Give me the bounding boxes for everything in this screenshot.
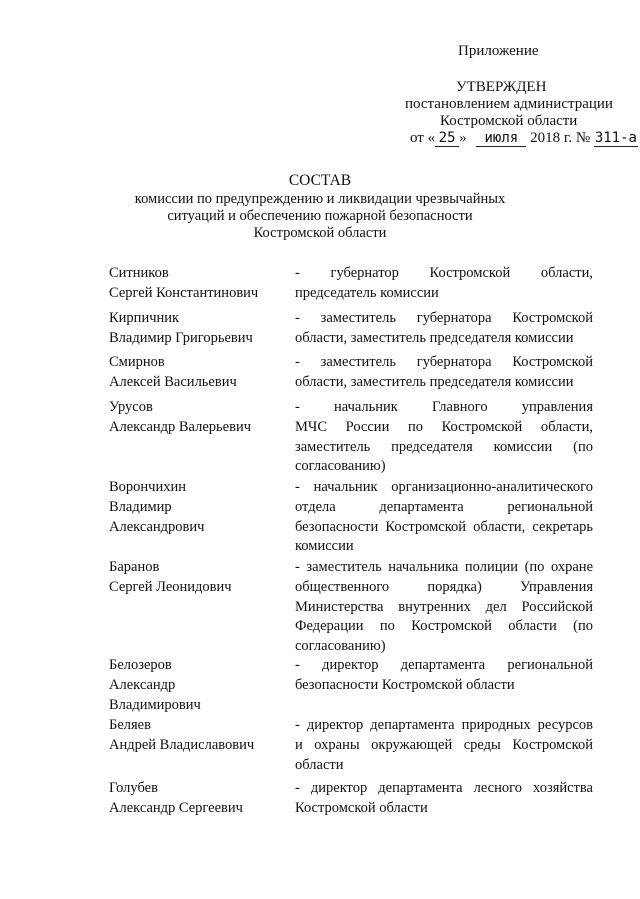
member-role: - губернатор Костромской области, председатель комиссии [295,265,593,301]
approval-date-line [410,130,638,147]
member-name: Баранов Сергей Леонидович [109,559,232,595]
member-name: Голубев Александр Сергеевич [109,780,243,816]
member-role: - заместитель губернатора Костромской области, заместитель председателя комиссии [295,310,593,346]
member-name: Ситников Сергей Константинович [109,265,259,301]
date-prefix: от « [410,130,436,146]
member-name: Кирпичник Владимир Григорьевич [109,310,253,346]
member-role: - заместитель начальника полиции (по охране общественного порядка) Управления Министерства внутренних дел Российской Федерации по Костромской области (по согласованию) [295,559,593,655]
member-role: - директор департамента природных ресурсов и охраны окружающей среды Костромской области [295,717,593,773]
member-role: - начальник Главного управления МЧС России по Костромской области, заместитель председателя комиссии (по согласованию) [295,399,593,475]
member-name: Ворончихин Владимир Александрович [109,479,205,535]
date-year: 2018 г. № [530,130,591,146]
subtitle-line-2: ситуаций и обеспечению пожарной безопасности [167,208,473,224]
member-role: - заместитель губернатора Костромской области, заместитель председателя комиссии [295,354,593,390]
member-name: Урусов Александр Валерьевич [109,399,251,435]
member-name: Белозеров Александр Владимирович [109,657,201,713]
member-role: - директор департамента региональной безопасности Костромской области [295,657,593,693]
approved-label: УТВЕРЖДЕН [456,79,547,95]
date-mid: » [459,130,467,146]
approval-line-1: постановлением администрации [405,96,613,112]
member-role: - директор департамента лесного хозяйства Костромской области [295,780,593,816]
subtitle-line-3: Костромской области [253,225,387,241]
date-day: 25 [435,131,459,147]
member-role: - начальник организационно-аналитического отдела департамента региональной безопасности Костромской области, секретарь комиссии [295,479,593,555]
member-name: Беляев Андрей Владиславович [109,717,255,753]
approval-line-2: Костромской области [440,113,578,129]
document-title: СОСТАВ [288,172,352,189]
appendix-label: Приложение [458,43,539,59]
date-month: июля [476,131,526,147]
document-number: 311-а [594,130,637,146]
subtitle-line-1: комиссии по предупреждению и ликвидации чрезвычайных [134,191,506,207]
member-name: Смирнов Алексей Васильевич [109,354,237,390]
